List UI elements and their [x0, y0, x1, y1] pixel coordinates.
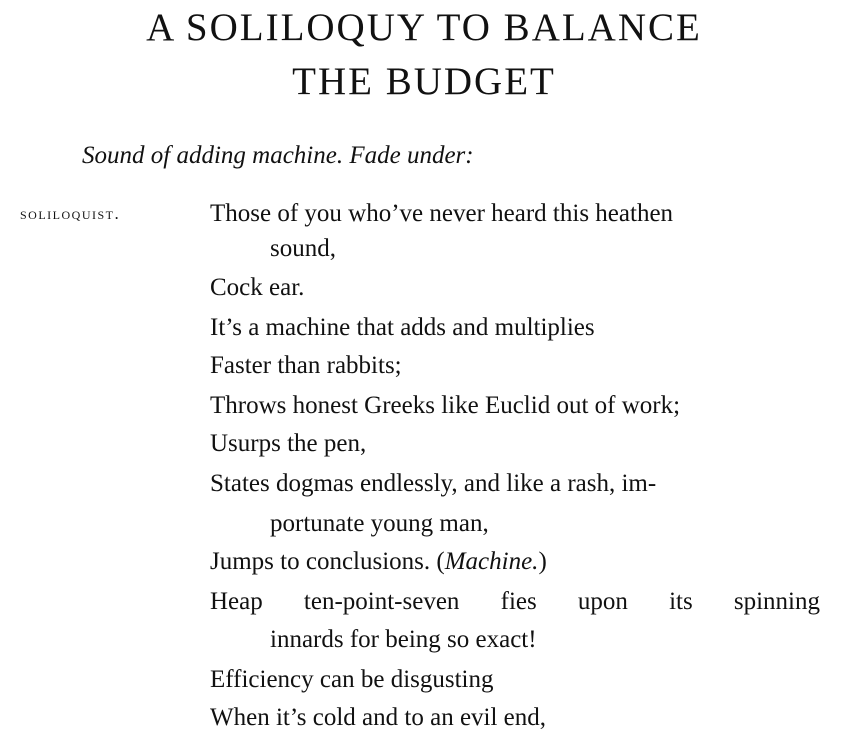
verse-line-continuation: sound,: [270, 235, 336, 262]
verse-line: States dogmas endlessly, and like a rash, im-: [210, 470, 657, 497]
verse-line: Faster than rabbits;: [210, 352, 402, 379]
verse-line: Heap ten-point-seven fies upon its spinning: [210, 588, 820, 615]
stage-cue-italic: Machine.: [444, 548, 539, 575]
verse-line: [210, 546, 547, 578]
verse-line: Throws honest Greeks like Euclid out of work;: [210, 392, 681, 419]
verse-line: Usurps the pen,: [210, 430, 367, 457]
title-line-2: THE BUDGET: [292, 60, 556, 103]
verse-line: When it’s cold and to an evil end,: [210, 704, 547, 731]
title-line-1: A SOLILOQUY TO BALANCE: [146, 6, 702, 49]
verse-text: ): [538, 548, 547, 575]
verse-line: It’s a machine that adds and multiplies: [210, 314, 595, 341]
verse-line-continuation: portunate young man,: [270, 510, 489, 537]
verse-text: Jumps to conclusions. (: [210, 548, 445, 575]
speaker-name: soliloquist.: [20, 204, 121, 223]
verse-line: Efficiency can be disgusting: [210, 666, 494, 693]
verse-line-continuation: innards for being so exact!: [270, 626, 537, 653]
stage-direction: Sound of adding machine. Fade under:: [82, 142, 474, 169]
verse-line: Those of you who’ve never heard this heathen: [210, 200, 674, 227]
verse-line: Cock ear.: [210, 274, 305, 301]
